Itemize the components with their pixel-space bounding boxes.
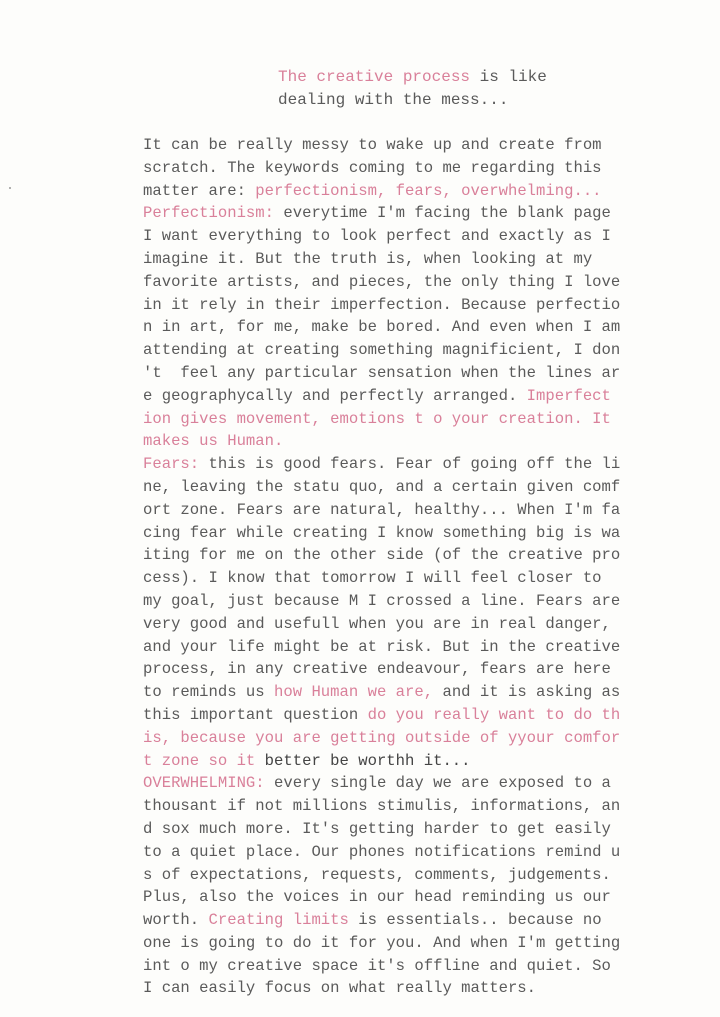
text-line: [143, 157, 713, 180]
text-line: [143, 476, 713, 499]
text-segment: It can be really messy to wake up and create from: [143, 136, 602, 154]
text-line: [143, 248, 713, 271]
text-segment: Plus, also the voices in our head reminding us our: [143, 888, 611, 907]
text-line: [143, 385, 713, 408]
text-segment: process, in any creative endeavour, fears are here: [143, 660, 611, 679]
text-line: [143, 430, 713, 453]
text-line: [143, 202, 713, 225]
highlighted-text: ion gives movement, emotions t o your creation. It: [143, 409, 611, 428]
text-line: [143, 955, 713, 978]
text-line: [143, 316, 713, 339]
highlighted-text: Creating limits: [208, 911, 349, 930]
text-line: [143, 772, 713, 795]
text-segment: my goal, just because M I crossed a line. Fears are: [143, 591, 621, 610]
highlighted-text: Fears:: [143, 455, 200, 474]
text-line: [143, 362, 713, 385]
highlighted-text: perfectionism, fears, overwhelming...: [255, 181, 602, 200]
title-highlight: The creative process: [278, 68, 471, 86]
title-line2: dealing with the mess...: [278, 91, 509, 109]
highlighted-text: makes us Human.: [143, 432, 284, 451]
text-segment: matter are:: [143, 181, 256, 200]
text-line: [143, 727, 713, 750]
text-line: [143, 818, 713, 841]
text-line: [143, 339, 713, 362]
page-title: [278, 66, 547, 112]
text-segment: s of expectations, requests, comments, judgements.: [143, 865, 611, 884]
text-segment: this important question: [143, 705, 368, 724]
text-segment: every single day we are exposed to a: [264, 774, 611, 793]
highlighted-text: how Human we are,: [274, 683, 434, 702]
text-line: [143, 453, 713, 476]
text-line: [143, 841, 713, 864]
text-line: [143, 294, 713, 317]
text-segment: favorite artists, and pieces, the only thing I love: [143, 272, 621, 291]
text-segment: better be worthh it...: [264, 751, 471, 770]
text-line: [143, 567, 713, 590]
text-line: [143, 613, 713, 636]
text-line: [143, 795, 713, 818]
text-segment: cing fear while creating I know something big is wa: [143, 523, 621, 542]
text-line: [143, 225, 713, 248]
text-segment: ort zone. Fears are natural, healthy... When I'm fa: [143, 500, 621, 519]
text-segment: I want everything to look perfect and exactly as I: [143, 227, 611, 246]
title-line1-rest: is like: [470, 68, 547, 86]
text-line: [143, 681, 713, 704]
text-line: [143, 271, 713, 294]
text-segment: e geographycally and perfectly arranged.: [143, 386, 527, 405]
text-line: [143, 909, 713, 932]
text-segment: n in art, for me, make be bored. And even when I am: [143, 318, 621, 337]
text-segment: scratch. The keywords coming to me regarding this: [143, 158, 602, 177]
text-segment: int o my creative space it's offline and quiet. So: [143, 956, 611, 975]
highlighted-text: is, because you are getting outside of yyour comfor: [143, 728, 621, 747]
text-line: [143, 134, 713, 157]
text-segment: I can easily focus on what really matters.: [143, 979, 537, 998]
highlighted-text: OVERWHELMING:: [143, 774, 265, 793]
text-line: [143, 499, 713, 522]
text-line: [143, 544, 713, 567]
text-line: [143, 522, 713, 545]
text-line: [143, 932, 713, 955]
text-segment: everytime I'm facing the blank page: [274, 204, 611, 223]
text-segment: is essentials.. because no: [348, 911, 602, 930]
text-line: [143, 590, 713, 613]
text-segment: attending at creating something magnificient, I don: [143, 341, 621, 360]
text-segment: one is going to do it for you. And when I'm getting: [143, 933, 621, 952]
text-line: [143, 180, 713, 203]
body-text: [143, 134, 713, 1000]
text-segment: to a quiet place. Our phones notifications remind u: [143, 842, 621, 861]
text-segment: to reminds us: [143, 683, 275, 702]
text-segment: imagine it. But the truth is, when looking at my: [143, 249, 593, 268]
text-segment: 't feel any particular sensation when the lines ar: [143, 363, 621, 382]
text-segment: iting for me on the other side (of the creative pro: [143, 546, 621, 565]
text-segment: d sox much more. It's getting harder to get easily: [143, 819, 611, 838]
text-segment: and your life might be at risk. But in the creative: [143, 637, 621, 656]
text-line: [143, 636, 713, 659]
text-line: [143, 864, 713, 887]
highlighted-text: Imperfect: [526, 386, 611, 405]
text-line: [143, 750, 713, 773]
text-segment: in it rely in their imperfection. Because perfectio: [143, 295, 621, 314]
text-line: [143, 658, 713, 681]
text-segment: ne, leaving the statu quo, and a certain given comf: [143, 477, 621, 496]
highlighted-text: Perfectionism:: [143, 204, 275, 223]
text-segment: worth.: [143, 911, 209, 930]
text-segment: thousant if not millions stimulis, informations, an: [143, 797, 621, 816]
text-segment: this is good fears. Fear of going off the li: [199, 455, 621, 474]
text-segment: cess). I know that tomorrow I will feel closer to: [143, 569, 602, 588]
highlighted-text: do you really want to do th: [367, 705, 621, 724]
text-line: [143, 886, 713, 909]
text-line: [143, 704, 713, 727]
highlighted-text: t zone so it: [143, 751, 265, 770]
text-line: [143, 408, 713, 431]
text-line: [143, 977, 713, 1000]
text-segment: and it is asking as: [433, 683, 621, 702]
paper-speck: [9, 187, 11, 189]
text-segment: very good and usefull when you are in real danger,: [143, 614, 611, 633]
